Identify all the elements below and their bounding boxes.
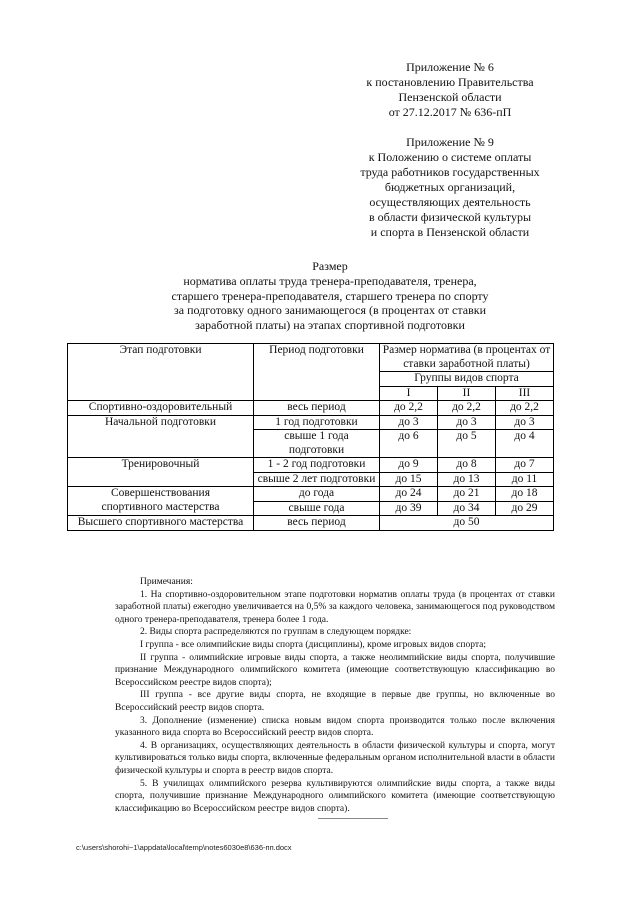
- value-cell: до 34: [438, 501, 496, 516]
- note-item: 5. В училищах олимпийского резерва культивируются олимпийские виды спорта, а также виды спорта, получившие признание Международного олимпийского комитета (имеющие соответствующую классификацию во Всероссийском реестре видов спорта).: [115, 778, 555, 814]
- appendix-6-line: к постановлению Правительства: [366, 75, 534, 89]
- title-line: Размер: [312, 259, 348, 273]
- document-title: [150, 259, 510, 333]
- value-cell: до 18: [496, 487, 554, 502]
- stage-cell: спортивного мастерства: [68, 501, 254, 516]
- table-row: [68, 401, 554, 416]
- value-cell: до 5: [438, 430, 496, 458]
- value-cell: до 39: [380, 501, 438, 516]
- value-cell: до 2,2: [496, 401, 554, 416]
- table-row: [68, 501, 554, 516]
- value-cell: до 8: [438, 458, 496, 473]
- value-cell: до 2,2: [438, 401, 496, 416]
- notes-section: [115, 576, 555, 815]
- appendix-6-line: от 27.12.2017 № 636-пП: [388, 105, 512, 119]
- value-cell: до 3: [380, 415, 438, 430]
- table-row: [68, 415, 554, 430]
- stage-cell: Спортивно-оздоровительный: [68, 401, 254, 416]
- table-row: [68, 487, 554, 502]
- note-item: 1. На спортивно-оздоровительном этапе подготовки норматив оплаты труда (в процентах от ставки заработной платы) ежегодно увеличивается на 0,5% за каждого человека, занимающегося под руководством одного тренера-преподавателя, тренера более 1 года.: [115, 589, 555, 625]
- period-cell: 1 год подготовки: [254, 415, 380, 430]
- header-stage: Этап подготовки: [68, 344, 254, 401]
- stage-cell: Начальной подготовки: [68, 415, 254, 458]
- appendix-9-header: [350, 135, 550, 240]
- appendix-9-line: осуществляющих деятельность: [369, 195, 531, 209]
- note-item: II группа - олимпийские игровые виды спорта, а также неолимпийские виды спорта, получившие признание Международного олимпийского комитета (имеющие соответствующую классификацию во Всероссийском реестре видов спорта);: [115, 652, 555, 688]
- stage-cell: Высшего спортивного мастерства: [68, 516, 254, 531]
- appendix-9-line: труда работников государственных: [360, 165, 540, 179]
- period-cell: свыше 2 лет подготовки: [254, 472, 380, 487]
- period-cell: весь период: [254, 401, 380, 416]
- footer-file-path: c:\users\shorohi~1\appdata\local\temp\notes6030e8\636-пп.docx: [76, 843, 292, 852]
- stage-cell: Совершенствования: [68, 487, 254, 502]
- table-header-row: [68, 344, 554, 372]
- appendix-9-line: Приложение № 9: [406, 135, 494, 149]
- header-group-1: I: [380, 386, 438, 401]
- value-cell: до 11: [496, 472, 554, 487]
- value-cell: до 13: [438, 472, 496, 487]
- appendix-6-line: Приложение № 6: [406, 60, 494, 74]
- value-cell: до 15: [380, 472, 438, 487]
- header-norm: Размер норматива (в процентах от ставки заработной платы): [380, 344, 554, 372]
- note-item: III группа - все другие виды спорта, не входящие в первые две группы, но включенные во Всероссийский реестр видов спорта.: [115, 690, 555, 713]
- header-group-2: II: [438, 386, 496, 401]
- appendix-9-line: и спорта в Пензенской области: [370, 225, 530, 239]
- title-line: за подготовку одного занимающегося (в процентах от ставки: [174, 303, 486, 318]
- header-period: Период подготовки: [254, 344, 380, 401]
- note-item: 3. Дополнение (изменение) списка новым видом спорта производится только после включения указанного вида спорта во Всероссийский реестр видов спорта.: [115, 715, 555, 739]
- value-cell: до 4: [496, 430, 554, 458]
- norm-table: [67, 343, 554, 531]
- period-cell: весь период: [254, 516, 380, 531]
- table-row: [68, 458, 554, 473]
- title-line: заработной платы) на этапах спортивной подготовки: [195, 318, 465, 333]
- note-item: 2. Виды спорта распределяются по группам в следующем порядке:: [140, 627, 412, 638]
- notes-heading: Примечания:: [140, 577, 193, 587]
- stage-cell: Тренировочный: [68, 458, 254, 487]
- period-cell: до года: [254, 487, 380, 502]
- period-cell: 1 - 2 год подготовки: [254, 458, 380, 473]
- appendix-6-line: Пензенской области: [398, 90, 502, 104]
- value-cell: до 29: [496, 501, 554, 516]
- table-row: [68, 516, 554, 531]
- note-item: I группа - все олимпийские виды спорта (дисциплины), кроме игровых видов спорта;: [140, 639, 486, 650]
- separator-line: [318, 818, 388, 819]
- period-cell: свыше года: [254, 501, 380, 516]
- value-cell: до 3: [496, 415, 554, 430]
- value-cell: до 50: [380, 516, 554, 531]
- title-line: норматива оплаты труда тренера-преподавателя, тренера,: [183, 273, 477, 288]
- period-cell: свыше 1 года подготовки: [254, 430, 380, 458]
- value-cell: до 6: [380, 430, 438, 458]
- appendix-9-line: бюджетных организаций,: [384, 180, 516, 194]
- appendix-9-line: в области физической культуры: [368, 210, 532, 224]
- header-group-3: III: [496, 386, 554, 401]
- value-cell: до 7: [496, 458, 554, 473]
- value-cell: до 21: [438, 487, 496, 502]
- value-cell: до 9: [380, 458, 438, 473]
- value-cell: до 3: [438, 415, 496, 430]
- appendix-9-line: к Положению о системе оплаты: [368, 150, 532, 164]
- note-item: 4. В организациях, осуществляющих деятельность в области физической культуры и спорта, могут культивироваться только виды спорта, включенные федеральным органом исполнительной власти в области физической культуры и спорта в реестр видов спорта.: [115, 740, 555, 776]
- title-line: старшего тренера-преподавателя, старшего тренера по спорту: [171, 288, 489, 303]
- value-cell: до 24: [380, 487, 438, 502]
- appendix-6-header: [350, 60, 550, 120]
- value-cell: до 2,2: [380, 401, 438, 416]
- header-groups: Группы видов спорта: [380, 372, 554, 387]
